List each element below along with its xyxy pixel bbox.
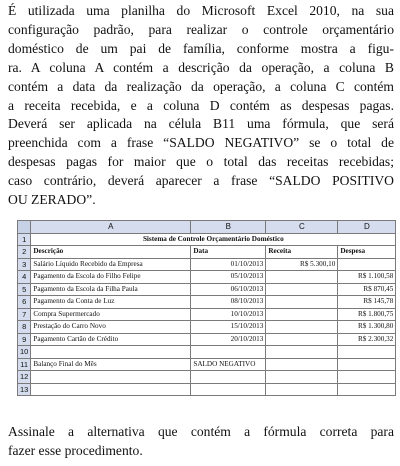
column-header-a[interactable]: A [31,221,191,234]
cell-d4[interactable]: R$ 1.100,58 [338,271,396,284]
row-header[interactable]: 7 [18,308,31,321]
row-header[interactable]: 4 [18,271,31,284]
spreadsheet [17,220,396,396]
row-header[interactable]: 8 [18,321,31,334]
intro-line: OU ZERADO”. [8,192,96,208]
row-header[interactable]: 13 [18,383,31,396]
table-row [18,308,396,321]
cell-a11[interactable]: Balanço Final do Mês [31,358,191,371]
cell-c9[interactable] [266,333,338,346]
cell-d10[interactable] [338,346,396,359]
cell-d3[interactable] [338,258,396,271]
table-row [18,296,396,309]
cell-c2[interactable]: Receita [266,246,338,259]
column-header-d[interactable]: D [338,221,396,234]
cell-d8[interactable]: R$ 1.300,80 [338,321,396,334]
row-header[interactable]: 12 [18,371,31,384]
intro-line: ra. A coluna A contém a descrição da operação, a coluna B [8,59,394,75]
table-row [18,246,396,259]
intro-line: configuração padrão, para realizar o controle orçamentário [8,21,394,37]
cell-d2[interactable]: Despesa [338,246,396,259]
table-row [18,271,396,284]
intro-line: caso contrário, deverá aparecer a frase “SALDO POSITIVO [8,173,394,189]
cell-b5[interactable]: 06/10/2013 [191,283,266,296]
cell-a8[interactable]: Prestação do Carro Novo [31,321,191,334]
cell-a4[interactable]: Pagamento da Escola do Filho Felipe [31,271,191,284]
cell-d11[interactable] [338,358,396,371]
cell-c8[interactable] [266,321,338,334]
cell-b7[interactable]: 10/10/2013 [191,308,266,321]
cell-a6[interactable]: Pagamento da Conta de Luz [31,296,191,309]
cell-d9[interactable]: R$ 2.300,32 [338,333,396,346]
cell-a7[interactable]: Compra Supermercado [31,308,191,321]
table-row [18,333,396,346]
row-header[interactable]: 2 [18,246,31,259]
table-row [18,383,396,396]
cell-b13[interactable] [191,383,266,396]
intro-line: É utilizada uma planilha do Microsoft Excel 2010, na sua [8,3,394,18]
cell-b2[interactable]: Data [191,246,266,259]
intro-line: Deverá ser aplicada na célula B11 uma fórmula, que será [8,116,394,132]
table-row [18,283,396,296]
cell-c4[interactable] [266,271,338,284]
cell-c3[interactable]: R$ 5.300,10 [266,258,338,271]
cell-a12[interactable] [31,371,191,384]
cell-b6[interactable]: 08/10/2013 [191,296,266,309]
row-header[interactable]: 11 [18,358,31,371]
intro-line: doméstico de um pai de família, conforme mostra a figu- [8,40,394,56]
outro-line: Assinale a alternativa que contém a fórmula correta para [8,424,394,439]
table-row [18,346,396,359]
intro-line: preenchida com a frase “SALDO NEGATIVO” se o total de [8,135,394,151]
question-text [8,2,394,210]
column-header-b[interactable]: B [191,221,266,234]
table-row [18,258,396,271]
cell-b12[interactable] [191,371,266,384]
cell-a9[interactable]: Pagamento Cartão de Crédito [31,333,191,346]
cell-a10[interactable] [31,346,191,359]
cell-b9[interactable]: 20/10/2013 [191,333,266,346]
row-header[interactable]: 9 [18,333,31,346]
sheet-title-cell[interactable]: Sistema de Controle Orçamentário Doméstico [31,233,396,246]
row-header[interactable]: 3 [18,258,31,271]
cell-d12[interactable] [338,371,396,384]
cell-a5[interactable]: Pagamento da Escola da Filha Paula [31,283,191,296]
cell-b4[interactable]: 05/10/2013 [191,271,266,284]
cell-b3[interactable]: 01/10/2013 [191,258,266,271]
row-header[interactable]: 6 [18,296,31,309]
cell-d6[interactable]: R$ 145,78 [338,296,396,309]
cell-a2[interactable]: Descrição [31,246,191,259]
table-row [18,233,396,246]
cell-a13[interactable] [31,383,191,396]
question-prompt [8,423,394,461]
cell-b10[interactable] [191,346,266,359]
intro-line: contém a data da realização da operação, a coluna C contém [8,78,394,94]
intro-line: despesas pagas for maior que o total das receitas recebidas; [8,154,394,170]
cell-c13[interactable] [266,383,338,396]
cell-c6[interactable] [266,296,338,309]
cell-c5[interactable] [266,283,338,296]
select-all-corner[interactable] [18,221,31,234]
cell-b11[interactable]: SALDO NEGATIVO [191,358,266,371]
row-header[interactable]: 5 [18,283,31,296]
intro-line: a receita recebida, e a coluna D contém as despesas pagas. [8,97,394,113]
cell-c7[interactable] [266,308,338,321]
outro-line: fazer esse procedimento. [8,442,143,458]
column-header-row [18,221,396,234]
column-header-c[interactable]: C [266,221,338,234]
cell-d7[interactable]: R$ 1.800,75 [338,308,396,321]
table-row [18,321,396,334]
row-header[interactable]: 1 [18,233,31,246]
cell-c10[interactable] [266,346,338,359]
table-row [18,358,396,371]
cell-c11[interactable] [266,358,338,371]
table-row [18,371,396,384]
row-header[interactable]: 10 [18,346,31,359]
cell-d13[interactable] [338,383,396,396]
cell-a3[interactable]: Salário Líquido Recebido da Empresa [31,258,191,271]
cell-b8[interactable]: 15/10/2013 [191,321,266,334]
cell-c12[interactable] [266,371,338,384]
cell-d5[interactable]: R$ 870,45 [338,283,396,296]
